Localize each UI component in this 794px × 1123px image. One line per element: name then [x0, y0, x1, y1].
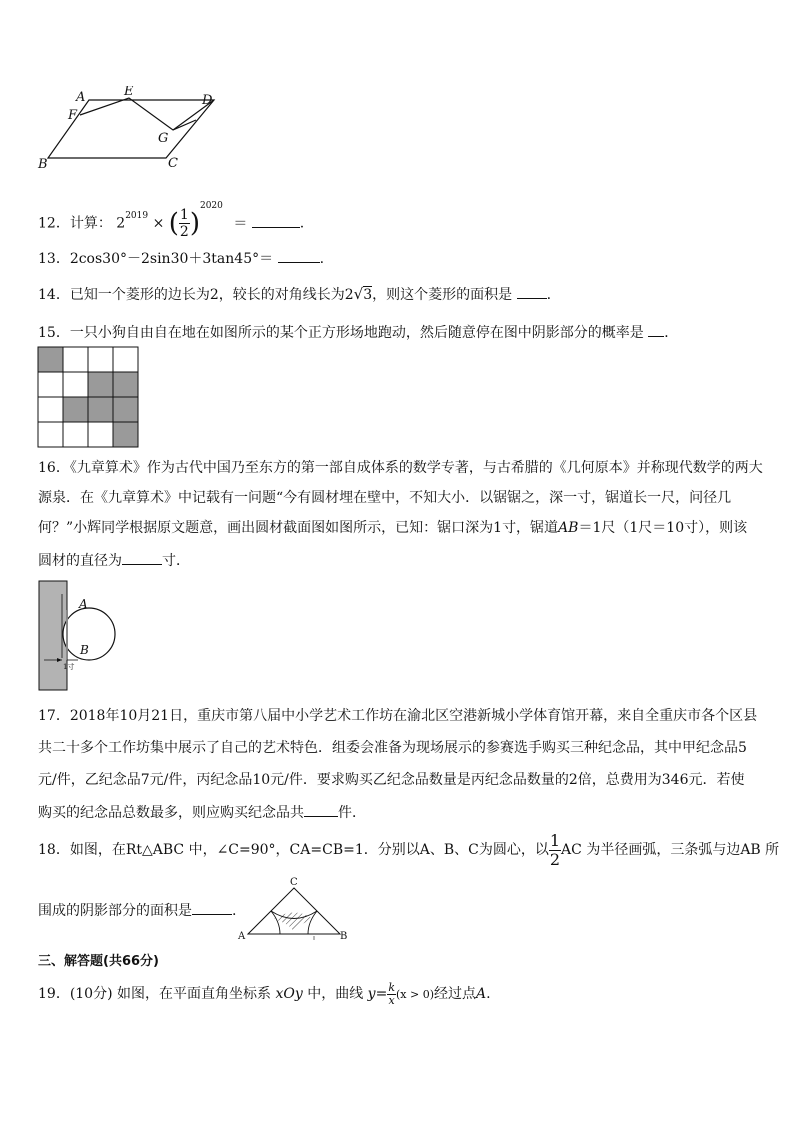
question-17-line-4: 购买的纪念品总数最多，则应购买纪念品共 件． [38, 802, 366, 823]
shaded-cell [88, 372, 113, 397]
q12-times: × [152, 215, 165, 232]
q12-fraction: $\frac{1}{2}$ [179, 207, 189, 241]
shaded-cell [63, 397, 88, 422]
arc-from-b [308, 911, 317, 934]
figure-parallelogram [36, 86, 226, 170]
question-14: 14．已知一个菱形的边长为2，较长的对角线长为2√3，则这个菱形的面积是 . [38, 285, 552, 303]
label-e: E [124, 86, 134, 99]
q19-fraction: $\frac{k}{x}$ [388, 980, 395, 1007]
q19-coordinate-system: xOy [275, 986, 303, 1002]
question-16-line-2: 源泉．在《九章算术》中记载有一问题“今有圆材埋在壁中，不知大小．以锯锯之，深一寸，锯道长一尺，问径几 [38, 490, 732, 506]
label-g: G [158, 131, 169, 146]
label-one-cun: 1寸 [63, 663, 75, 671]
question-12: 12．计算： $2^{2019}$ × ( $\frac{1}{2}$ )$^{2020}$ ＝ . [38, 201, 305, 241]
shaded-cell [113, 372, 138, 397]
q13-text: 13．2cos30°－2sin30＋3tan45°＝ [38, 251, 274, 267]
question-17-line-3: 元/件，乙纪念品7元/件，丙纪念品10元/件．要求购买乙纪念品数量是丙纪念品数量的2倍，总费用为346元．若使 [38, 772, 745, 788]
label-b: B [38, 157, 48, 170]
q15-answer-blank[interactable] [648, 322, 664, 337]
q12-answer-blank[interactable] [252, 213, 300, 228]
arc-from-a [271, 911, 280, 934]
q14-sqrt-value: 3 [363, 287, 373, 303]
q13-answer-blank[interactable] [278, 248, 320, 263]
label-a: A [238, 931, 246, 942]
label-c: C [168, 156, 178, 170]
q12-exponent: 2019 [125, 211, 149, 221]
question-17-line-2: 共二十多个工作坊集中展示了自己的艺术特色．组委会准备为现场展示的参赛选手购买三种纪念品，其中甲纪念品5 [38, 740, 747, 756]
label-b: B [340, 931, 348, 942]
question-19: 19．(10分) 如图，在平面直角坐标系 xOy 中，曲线 y= $\frac{k}{x}$ (x > 0)经过点A. [38, 980, 491, 1007]
q18-fraction: $\frac{1}{2}$ [549, 830, 561, 869]
label-f: F [68, 108, 78, 123]
q12-label: 12．计算： [38, 215, 112, 232]
label-d: D [202, 93, 213, 108]
q12-equals: ＝ [233, 215, 248, 232]
question-18-line-2: 围成的阴影部分的面积是 . [38, 900, 236, 921]
q18-answer-blank[interactable] [192, 900, 232, 915]
shaded-cell [88, 397, 113, 422]
label-a: A [76, 90, 86, 105]
question-15: 15．一只小狗自由自在地在如图所示的某个正方形场地跑动，然后随意停在图中阴影部分的概率是 ． [38, 322, 678, 343]
question-16-line-3: 何？”小辉同学根据原文题意，画出圆材截面图如图所示，已知：锯口深为1寸，锯道AB＝1尺（1尺＝10寸），则该 [38, 520, 748, 536]
section-3-heading: 三、解答题(共66分) [38, 954, 159, 969]
q14-text: 14．已知一个菱形的边长为2，较长的对角线长为2 [38, 287, 354, 303]
shaded-cell [113, 397, 138, 422]
q16-answer-blank[interactable] [122, 550, 162, 565]
question-13: 13．2cos30°－2sin30＋3tan45°＝ . [38, 248, 324, 269]
shaded-cell [38, 347, 63, 372]
question-16-line-4: 圆材的直径为 寸． [38, 550, 190, 571]
label-a: A [79, 597, 88, 611]
question-16-line-1: 16．《九章算术》作为古代中国乃至东方的第一部自成体系的数学专著，与古希腊的《几何原本》并称现代数学的两大 [38, 460, 763, 476]
question-17-line-1: 17．2018年10月21日，重庆市第八届中小学艺术工作坊在渝北区空港新城小学体育馆开幕，来自全重庆市各个区县 [38, 708, 758, 724]
q17-answer-blank[interactable] [304, 802, 338, 817]
figure-grid [37, 346, 139, 448]
question-18-line-1: 18．如图，在Rt△ABC 中，∠C=90°，CA=CB=1．分别以A、B、C为圆心，以 $\frac{1}{2}$ AC 为半径画弧，三条弧与边AB 所 [38, 830, 780, 869]
shaded-cell [113, 422, 138, 447]
q12-exponent2: 2020 [199, 201, 223, 211]
log-circle [63, 608, 115, 660]
label-c: C [290, 877, 298, 888]
q15-text: 15．一只小狗自由自在地在如图所示的某个正方形场地跑动，然后随意停在图中阴影部分的概率是 [38, 325, 644, 341]
figure-right-triangle [234, 874, 350, 944]
label-b: B [80, 643, 89, 657]
figure-log-in-wall [38, 580, 120, 692]
q12-base: 2 [116, 215, 126, 232]
q14-answer-blank[interactable] [517, 284, 547, 299]
